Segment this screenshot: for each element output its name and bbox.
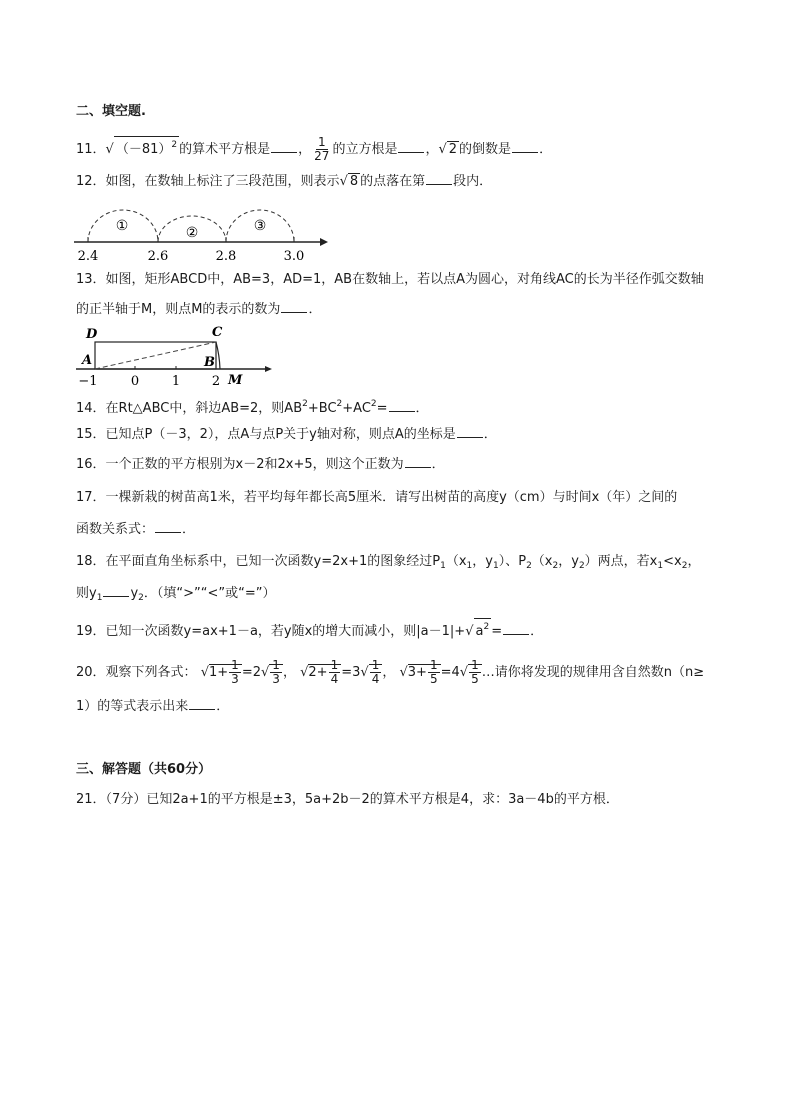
question-20-line-1: 20．观察下列各式： √1+ $\frac{1}{3}$ =2√ $\frac{1}{3}$ ， √2+ $\frac{1}{4}$ =3√ $\frac{1}{4}$ ， √3+ $\frac{1}{5}$ =4√ $\frac{1}{5}$ …请你将发现的规律用含自然数n（n≥ <box>76 658 705 686</box>
section-heading-fill: 二、填空题. <box>76 104 146 119</box>
q11-frac-den: 27 <box>314 149 330 163</box>
question-13-line-2 <box>76 300 321 320</box>
q11-frac-num: 1 <box>317 135 326 149</box>
q18-sub-y1: 1 <box>492 561 499 571</box>
q18-text-b: （x <box>445 554 467 569</box>
q11-text-2: 的立方根是 <box>332 142 398 157</box>
q14-text-4: = <box>376 401 388 416</box>
q18-text-2c: ．（填“>”“<”或“=”） <box>143 586 276 601</box>
q20-text-1: 20．观察下列各式： <box>76 665 197 680</box>
q12-radicand: 8 <box>349 174 359 189</box>
question-14: 14．在Rt△ABC中，斜边AB=2，则$AB^2+BC^2+AC^2=$ ． <box>76 399 429 416</box>
question-17-line-2 <box>76 520 195 540</box>
question-18-line-2 <box>76 584 275 608</box>
question-21: 21．（7分）已知2a+1的平方根是±3，5a+2b－2的算术平方根是4，求：3a－4b的平方根． <box>76 792 619 807</box>
q12-axis-arrow <box>320 238 328 246</box>
question-18-line-1 <box>76 552 700 576</box>
q13-point-c: C <box>212 325 223 340</box>
q18-sub-x1b: 1 <box>657 561 664 571</box>
q18-text-a: 18．在平面直角坐标系中，已知一次函数y=2x+1的图象经过P <box>76 554 441 569</box>
q18-text-h: <x <box>663 554 682 569</box>
q19-blank[interactable] <box>503 622 529 635</box>
q18-sub-y1b: 1 <box>96 593 103 603</box>
q11-text-1: 的算术平方根是 <box>179 142 271 157</box>
q13-tick-label-1: 1 <box>171 374 181 389</box>
q19-radicand: a <box>475 624 484 639</box>
q13-axis-arrow <box>265 366 272 372</box>
q18-blank[interactable] <box>103 584 129 597</box>
q19-exponent: 2 <box>483 622 490 632</box>
q18-sub-y2b: 2 <box>138 593 144 603</box>
question-19 <box>76 618 543 642</box>
q11-text-3: 的倒数是 <box>459 142 512 157</box>
q18-sub-x1: 1 <box>466 561 473 571</box>
q13-tick-label-0: 0 <box>130 374 140 389</box>
q14-end: ． <box>415 401 429 416</box>
q14-text-2: +BC <box>307 401 337 416</box>
q20-blank[interactable] <box>189 697 215 710</box>
q14-text-3: +AC <box>342 401 371 416</box>
q20-text-2a: 1）的等式表示出来 <box>76 699 189 714</box>
question-11: 11．√ $(-81)^2$ 的算术平方根是 ， $\frac{1}{27}$ 的立方根是 ，√ 2 的倒数是 ． <box>76 135 553 163</box>
q11-blank-1[interactable] <box>271 140 297 153</box>
q13-tick-label-neg1: −1 <box>78 374 98 389</box>
q13-text-2b: ． <box>308 302 322 317</box>
question-16 <box>76 455 445 475</box>
q11-sqrt-expr: √ $(-81)^2$ <box>106 136 180 160</box>
q20-expr-1: √1+ $\frac{1}{3}$ =2√ $\frac{1}{3}$ <box>201 664 283 680</box>
q20-expr-3: √3+ $\frac{1}{5}$ =4√ $\frac{1}{5}$ <box>399 664 481 680</box>
q19-text-1: 19．已知一次函数y=ax+1－a，若y随x的增大而减小，则|a－1|+ <box>76 624 466 639</box>
q13-point-d: D <box>86 327 98 342</box>
question-13-line-1: 13．如图，矩形ABCD中，AB=3，AD=1，AB在数轴上，若以点A为圆心，对角线AC的长为半径作弧交数轴 <box>76 272 704 287</box>
q11-fraction <box>312 136 331 163</box>
q18-text-d: ）、P <box>498 554 527 569</box>
q12-number-line-figure <box>70 204 340 266</box>
q13-text-2a: 的正半轴于M，则点M的表示的数为 <box>76 302 281 317</box>
q16-text: 16．一个正数的平方根别为x－2和2x+5，则这个正数为 <box>76 457 404 472</box>
q18-text-i: ， <box>687 554 701 569</box>
q12-text-3: 段内． <box>453 174 493 189</box>
question-17-line-1: 17．一棵新栽的树苗高1米，若平均每年都长高5厘米．请写出树苗的高度y（cm）与时间x（年）之间的 <box>76 490 678 505</box>
q18-sub-x2: 2 <box>552 561 559 571</box>
q12-text-1: 12． <box>76 174 106 189</box>
q14-blank[interactable] <box>389 399 415 412</box>
q11-sqrt2: √ 2 <box>438 142 458 157</box>
q14-text-1: 14．在Rt△ABC中，斜边AB=2，则AB <box>76 401 303 416</box>
q12-region-2: ② <box>185 225 199 241</box>
q12-region-1: ① <box>115 218 129 234</box>
q16-blank[interactable] <box>405 455 431 468</box>
q12-text-1b: 如图，在数轴上标注了三段范围，则表示 <box>105 174 340 189</box>
q19-text-2: = <box>491 624 503 639</box>
q11-number: 11． <box>76 142 106 157</box>
q11-blank-2[interactable] <box>398 140 424 153</box>
q18-sub-x2b: 2 <box>681 561 688 571</box>
q18-text-e: （x <box>531 554 553 569</box>
q19-end: ． <box>530 624 544 639</box>
q12-tick-label-2: 2.8 <box>215 249 237 264</box>
q12-text-2: 的点落在第 <box>360 174 426 189</box>
q15-end: ． <box>483 427 497 442</box>
q17-blank[interactable] <box>155 520 181 533</box>
q17-text-2b: ． <box>182 522 196 537</box>
q13-point-m: M <box>228 373 243 388</box>
q18-text-2a: 则y <box>76 586 97 601</box>
q13-arc <box>216 342 220 369</box>
question-15 <box>76 425 497 445</box>
q19-sqrt: √ $a^2$ <box>465 618 491 642</box>
q12-tick-label-3: 3.0 <box>283 249 305 264</box>
q18-sub-p2: 2 <box>526 561 532 571</box>
question-12 <box>76 172 492 192</box>
q13-rectangle-figure <box>70 322 280 390</box>
q18-text-2b: y <box>130 586 139 601</box>
q18-text-c: ，y <box>472 554 493 569</box>
q13-point-b: B <box>204 355 215 370</box>
q13-point-a: A <box>82 353 93 368</box>
question-20-line-2 <box>76 697 229 717</box>
section-heading-solve: 三、解答题（共60分） <box>76 762 212 777</box>
q16-end: ． <box>431 457 445 472</box>
q17-text-2a: 函数关系式： <box>76 522 155 537</box>
q13-blank[interactable] <box>281 300 307 313</box>
q11-radicand: （－81） <box>115 142 172 157</box>
q13-tick-label-2: 2 <box>211 374 221 389</box>
q20-text-2b: ． <box>216 699 230 714</box>
q12-region-3: ③ <box>253 218 267 234</box>
q11-blank-3[interactable] <box>512 140 538 153</box>
q15-blank[interactable] <box>457 425 483 438</box>
q15-text: 15．已知点P（－3，2），点A与点P关于y轴对称，则点A的坐标是 <box>76 427 456 442</box>
q12-sqrt8: √ 8 <box>339 174 359 189</box>
q18-sub-p1: 1 <box>440 561 446 571</box>
q11-exponent: 2 <box>171 140 178 150</box>
q18-text-g: ）两点，若x <box>584 554 658 569</box>
q11-end: ． <box>539 142 553 157</box>
q12-tick-label-0: 2.4 <box>77 249 99 264</box>
q12-tick-label-1: 2.6 <box>147 249 169 264</box>
q13-diagonal-ac <box>95 342 216 369</box>
q18-sub-y2: 2 <box>578 561 585 571</box>
q11-sqrt2-rad: 2 <box>448 142 458 157</box>
q18-text-f: ，y <box>558 554 579 569</box>
q12-blank[interactable] <box>426 172 452 185</box>
q20-expr-2: √2+ $\frac{1}{4}$ =3√ $\frac{1}{4}$ <box>300 664 382 680</box>
q20-text-2: …请你将发现的规律用含自然数n（n≥ <box>481 665 705 680</box>
